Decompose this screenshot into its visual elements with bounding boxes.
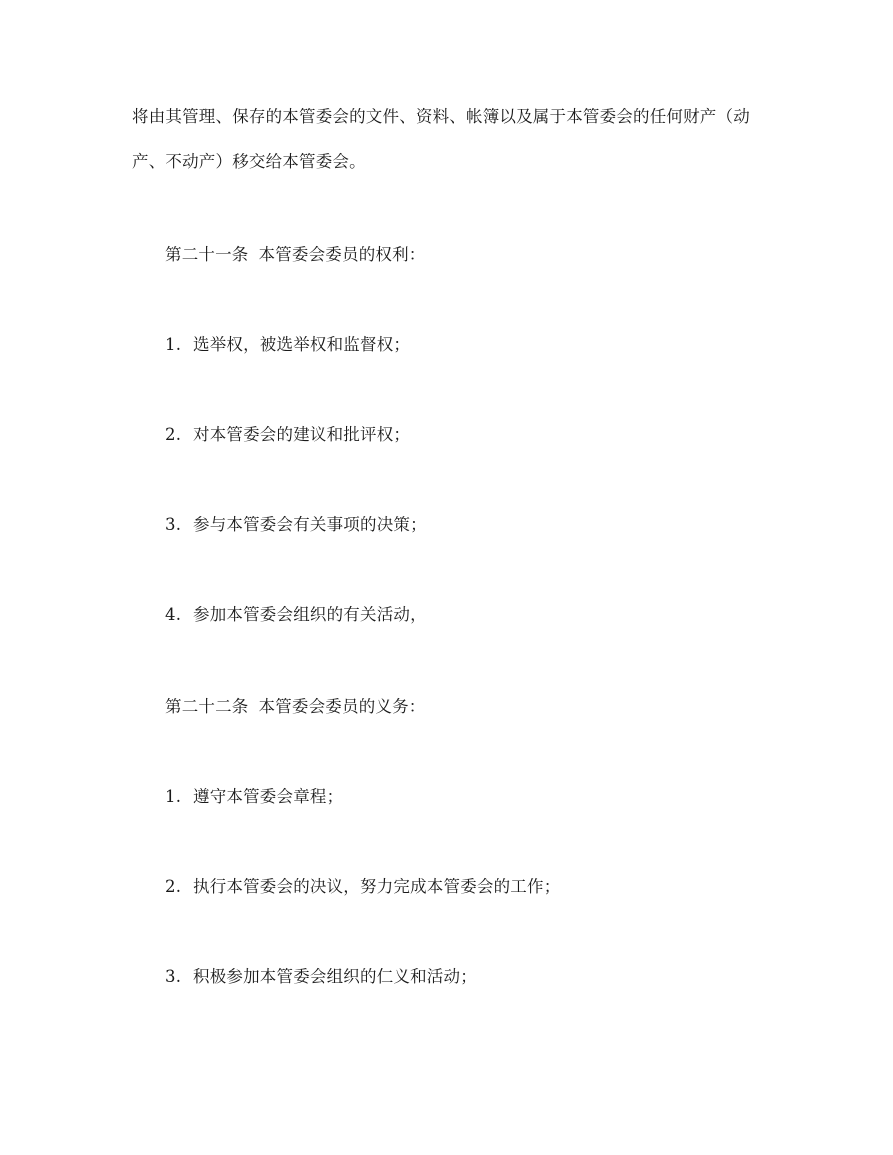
item-text: 对本管委会的建议和批评权；	[193, 425, 411, 444]
article-22-title: 本管委会委员的义务：	[258, 697, 426, 716]
item-number: 2.	[165, 877, 182, 896]
item-number: 1.	[165, 335, 182, 354]
item-number: 3.	[165, 515, 182, 534]
article-22-item-1	[165, 787, 343, 807]
article-21-item-1	[165, 335, 410, 355]
item-text: 参加本管委会组织的有关活动，	[193, 605, 427, 624]
article-22-item-3	[165, 967, 477, 987]
item-text: 遵守本管委会章程；	[193, 787, 344, 806]
paragraph-continuation-line-1: 将由其管理、保存的本管委会的文件、资料、帐簿以及属于本管委会的任何财产（动	[132, 107, 750, 126]
article-21-item-3	[165, 515, 427, 535]
article-22-number: 第二十二条	[165, 697, 249, 716]
article-22-heading	[165, 697, 426, 717]
article-21-title: 本管委会委员的权利：	[258, 245, 426, 264]
item-number: 3.	[165, 967, 182, 986]
article-21-item-2	[165, 425, 410, 445]
paragraph-continuation-line-2: 产、不动产）移交给本管委会。	[132, 152, 366, 171]
article-21-heading	[165, 245, 426, 265]
article-21-number: 第二十一条	[165, 245, 249, 264]
item-text: 参与本管委会有关事项的决策；	[193, 515, 427, 534]
item-text: 执行本管委会的决议，努力完成本管委会的工作；	[193, 877, 561, 896]
item-number: 2.	[165, 425, 182, 444]
article-22-item-2	[165, 877, 560, 897]
article-21-item-4	[165, 605, 427, 625]
item-number: 4.	[165, 605, 182, 624]
item-text: 积极参加本管委会组织的仁义和活动；	[193, 967, 477, 986]
item-text: 选举权，被选举权和监督权；	[193, 335, 411, 354]
item-number: 1.	[165, 787, 182, 806]
